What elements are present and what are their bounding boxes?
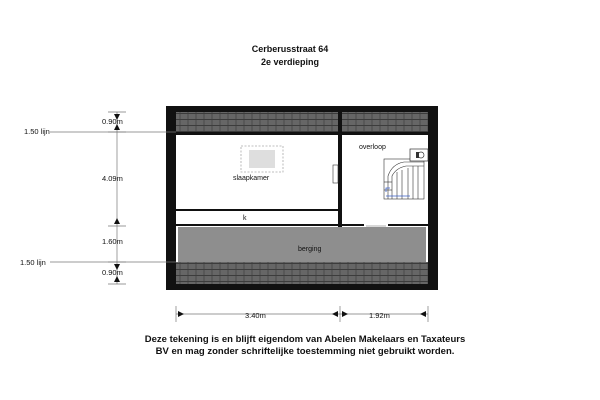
dim-label-roof-top: 0.90m — [102, 117, 123, 126]
skylight-icon — [241, 146, 283, 172]
dim-arrow-h2 — [332, 311, 338, 317]
dim-arrow-h4 — [420, 311, 426, 317]
disclaimer-line-2: BV en mag zonder schriftelijke toestemming niet gebruikt worden. — [155, 346, 455, 357]
bedroom-door — [333, 165, 338, 183]
dim-label-width-right: 1.92m — [369, 311, 390, 320]
wall-closet-storage — [176, 224, 340, 226]
room-label-landing: overloop — [359, 144, 386, 151]
roof-tiles-top — [176, 112, 428, 132]
wall-landing-storage-left — [342, 224, 364, 226]
roof-tiles-bottom — [176, 262, 428, 284]
room-label-closet: k — [243, 215, 247, 222]
wall-bedroom-closet — [176, 209, 340, 211]
dim-arrow-h3 — [342, 311, 348, 317]
dim-arrow-3 — [114, 218, 120, 224]
wall-landing-storage-right — [388, 224, 428, 226]
dim-arrow-h1 — [178, 311, 184, 317]
storage-area — [178, 227, 426, 262]
dim-label-roof-bottom: 0.90m — [102, 268, 123, 277]
dim-label-storage: 1.60m — [102, 237, 123, 246]
plan-title-floor: 2e verdieping — [260, 57, 320, 67]
dim-label-width-left: 3.40m — [245, 311, 266, 320]
boiler-icon — [410, 149, 428, 161]
level-label-bottom: 1.50 lijn — [20, 258, 46, 267]
level-label-top: 1.50 lijn — [24, 127, 50, 136]
dim-label-bedroom: 4.09m — [102, 174, 123, 183]
plan-title-address: Cerberusstraat 64 — [251, 44, 329, 54]
disclaimer-line-1: Deze tekening is en blijft eigendom van Abelen Makelaars en Taxateurs — [144, 334, 466, 345]
room-label-storage: berging — [298, 246, 322, 253]
wall-below-roof — [176, 132, 428, 135]
room-label-bedroom: slaapkamer — [233, 175, 270, 182]
